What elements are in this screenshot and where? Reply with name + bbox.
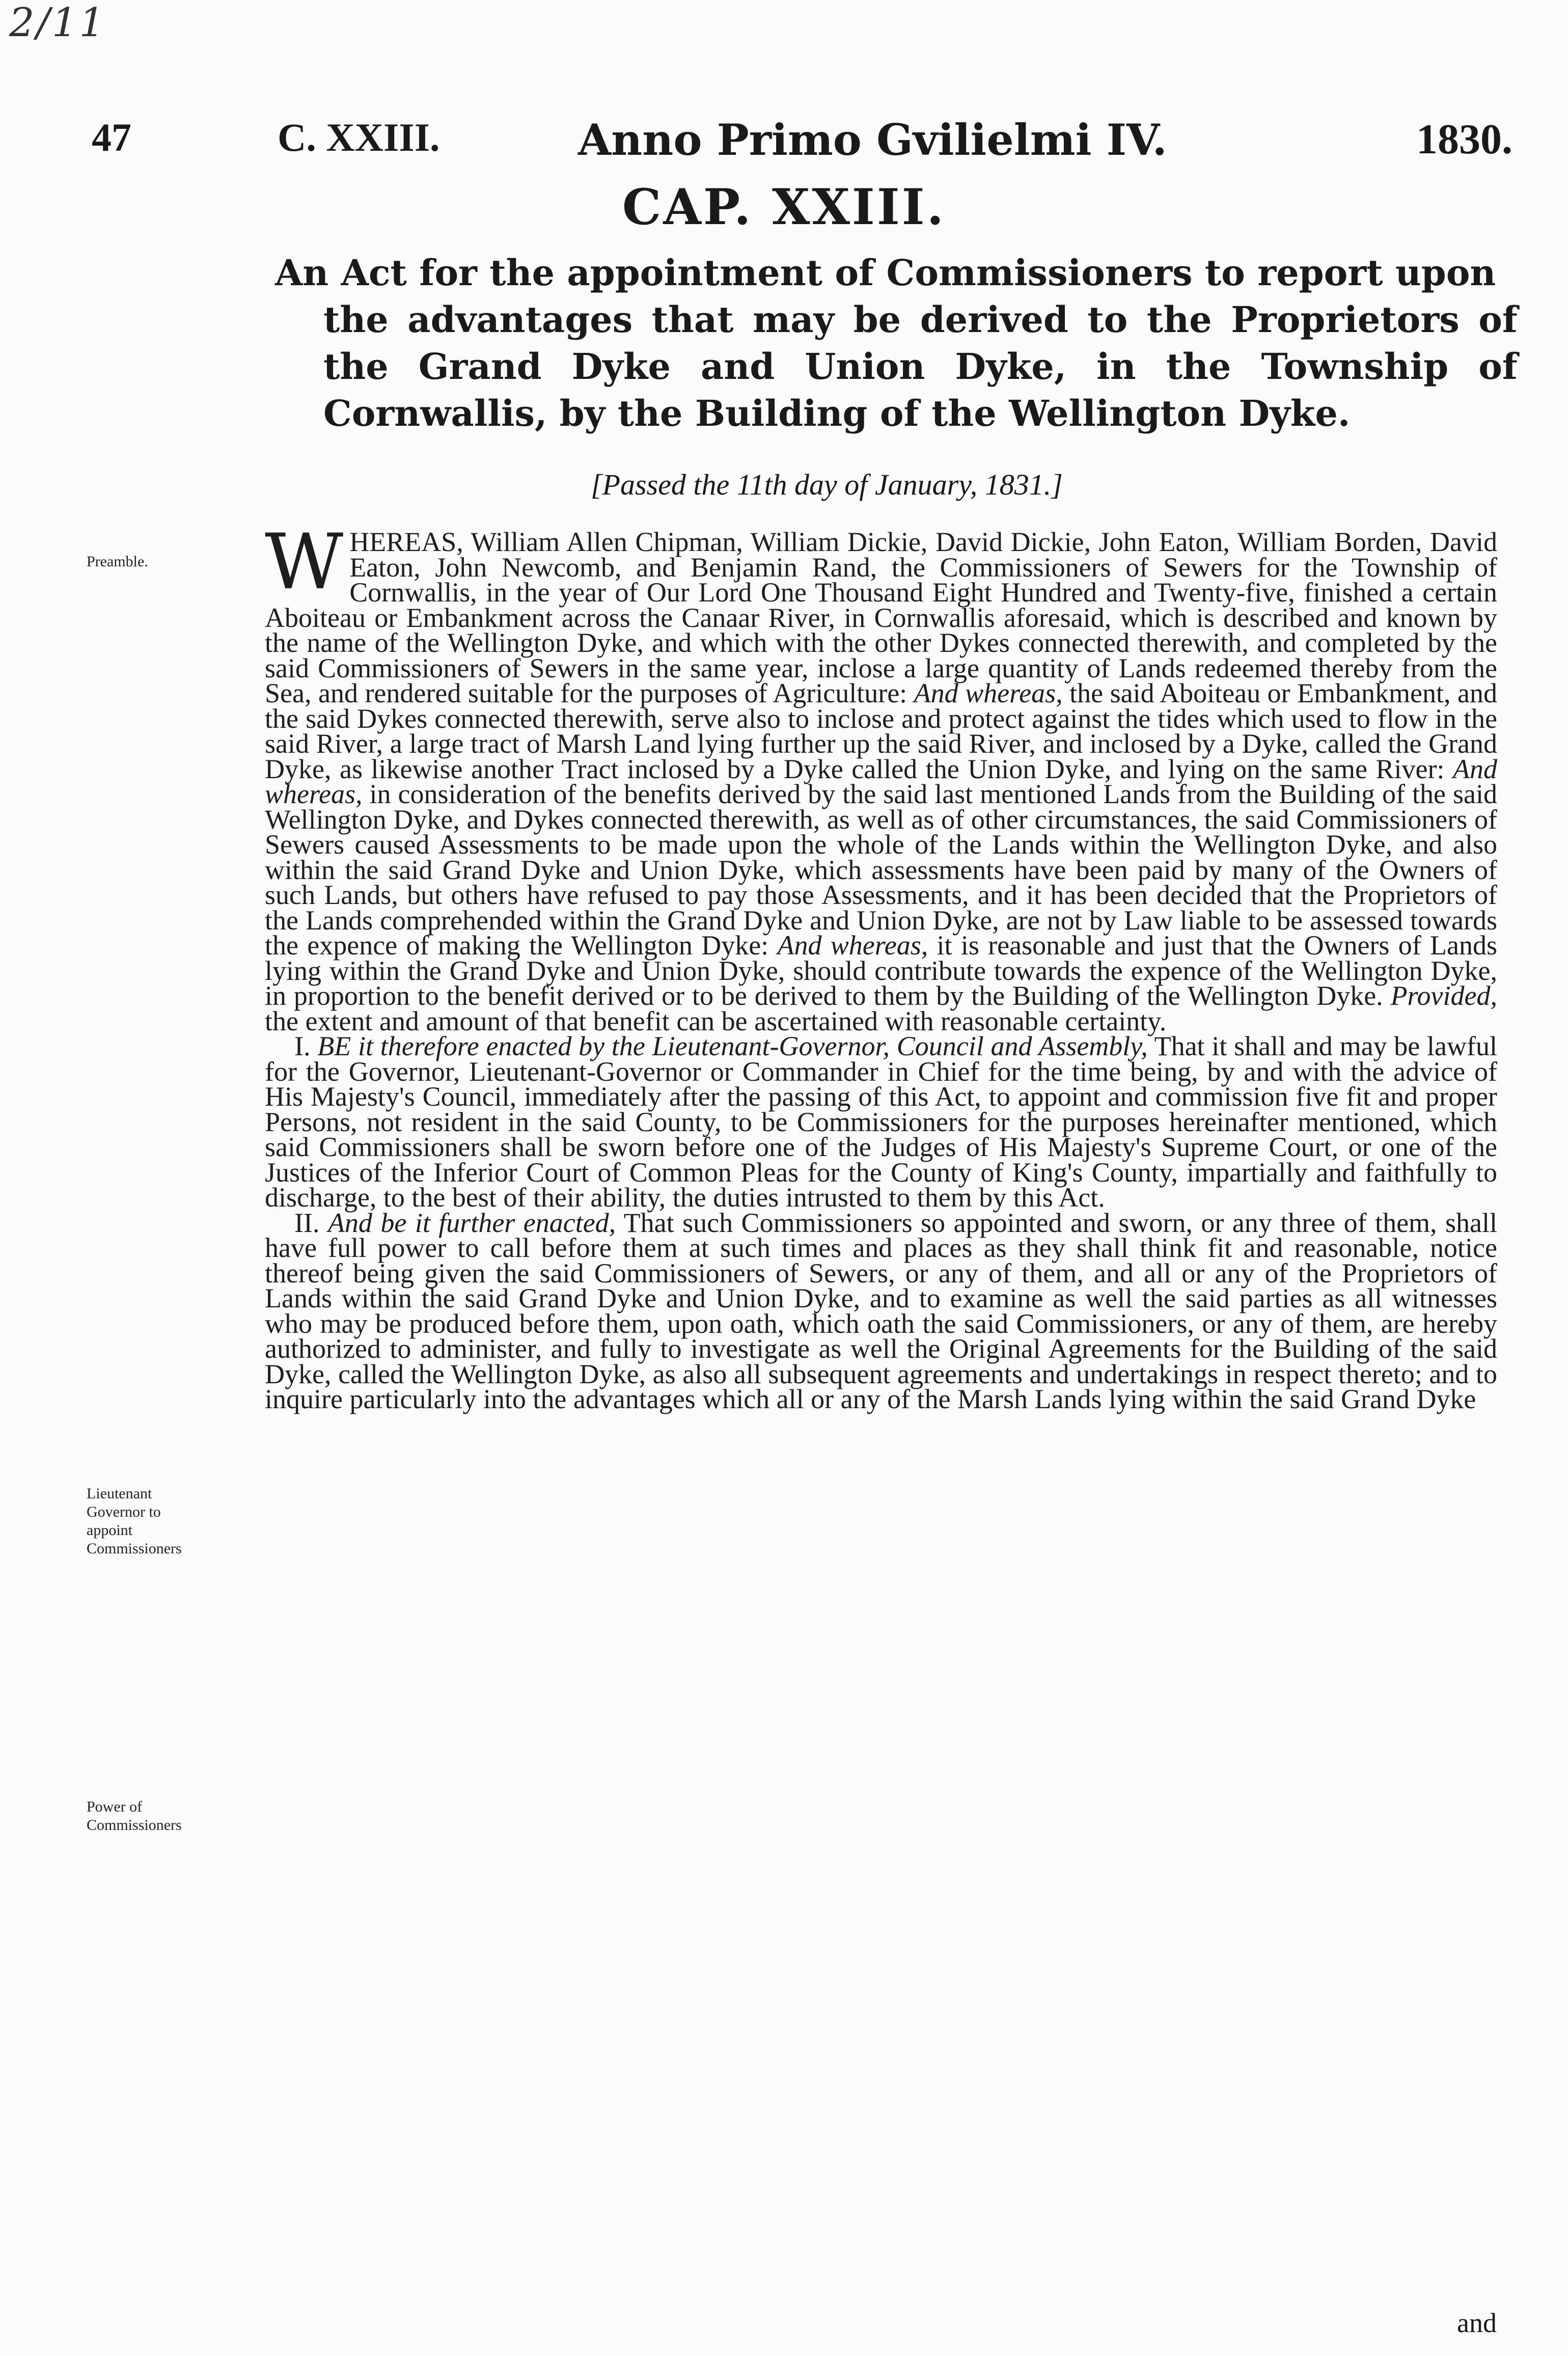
preamble-text-d: it is reasonable and just that the Owners of Lands lying within the Grand Dyke and Union Dyke, should contribute towards the expence of the Wellington Dyke, in proportion to the benefit derived or to be derived to them by the Building of the Wellington Dyke. — [265, 930, 1497, 1011]
section-1-text: That it shall and may be lawful for the Governor, Lieutenant-Governor or Commander in Chief for the time being, by and with the advice of His Majesty's Council, immediately after the passing of this Act, to appoint and commission five fit and proper Persons, not resident in the said County, to be Commissioners for the purposes hereinafter mentioned, which said Commissioners shall be sworn before one of the Judges of His Majesty's Supreme Court, or one of the Justices of the Inferior Court of Common Pleas for the County of King's County, impartially and faithfully to discharge, to the best of their ability, the duties intrusted to them by this Act. — [265, 1031, 1497, 1213]
preamble-text-c: in consideration of the benefits derived by the said last mentioned Lands from the Building of the said Wellington Dyke, and Dykes connected therewith, as well as of other circumstances, the said Commissioners of Sewers caused Assessments to be made upon the whole of the Lands within the Wellington Dyke, and also within the said Grand Dyke and Union Dyke, which assessments have been paid by many of the Owners of such Lands, but others have refused to pay those Assessments, and it has been decided that the Proprietors of the Lands comprehended within the Grand Dyke and Union Dyke, are not by Law liable to be assessed towards the expence of making the Wellington Dyke: — [265, 779, 1497, 961]
preamble-opening: HEREAS, — [349, 527, 463, 557]
margin-note-section2: Power of Commissioners — [87, 1798, 182, 1833]
section-1 — [265, 1031, 1497, 1213]
catchword: and — [1457, 2308, 1497, 2338]
whereas-2: And whereas, — [265, 753, 1497, 809]
year: 1830. — [1416, 116, 1512, 163]
act-title-rest: the advantages that may be derived to the Proprietors of the Grand Dyke and Union Dyke, in the Township of Cornwallis, by the Building of the Wellington Dyke. — [323, 298, 1518, 434]
section-2 — [265, 1207, 1497, 1414]
running-head — [69, 115, 1512, 171]
section-2-enacting: And be it further enacted, — [327, 1207, 616, 1238]
regnal-title: Anno Primo Gvilielmi IV. — [578, 115, 1167, 165]
page-number: 47 — [92, 115, 131, 159]
whereas-3: And whereas, — [777, 930, 928, 961]
margin-note-preamble: Preamble. — [87, 553, 148, 570]
provided: Provided, — [1390, 980, 1497, 1011]
cap-heading: CAP. XXIII. — [622, 178, 946, 236]
chapter-number: C. XXIII. — [278, 115, 440, 159]
act-title — [275, 250, 1518, 437]
body-text — [265, 518, 1498, 1414]
section-1-number: I. — [294, 1031, 311, 1061]
section-1-enacting: BE it therefore enacted by the Lieutenant-Governor, Council and Assembly, — [317, 1031, 1148, 1061]
margin-note-section1: Lieutenant Governor to appoint Commissioners — [87, 1485, 182, 1557]
passed-date: [Passed the 11th day of January, 1831.] — [591, 468, 1063, 501]
act-title-line1: An Act for the appointment of Commissioners to report upon — [275, 252, 1496, 294]
section-2-number: II. — [294, 1207, 320, 1238]
folio-mark: 2/11 — [9, 0, 107, 46]
whereas-1: And whereas, — [914, 678, 1063, 708]
preamble-paragraph — [265, 518, 1498, 1036]
drop-cap: W — [265, 518, 344, 607]
preamble-text-e: the extent and amount of that benefit can be ascertained with reasonable certainty. — [265, 1005, 1167, 1036]
preamble-text-b: the said Aboiteau or Embankment, and the said Dykes connected therewith, serve also to inclose and protect against the tides which used to flow in the said River, a large tract of Marsh Land lying further up the said River, and inclosed by a Dyke, called the Grand Dyke, as likewise another Tract inclosed by a Dyke called the Union Dyke, and lying on the same River: — [265, 678, 1498, 784]
section-2-text: That such Commissioners so appointed and sworn, or any three of them, shall have full power to call before them at such times and places as they shall think fit and reasonable, notice thereof being given the said Commissioners of Sewers, or any of them, and all or any of the Proprietors of Lands within the said Grand Dyke and Union Dyke, and to examine as well the said parties as all witnesses who may be produced before them, upon oath, which oath the said Commissioners, or any of them, are hereby authorized to administer, and fully to investigate as well the Original Agreements for the Building of the said Dyke, called the Wellington Dyke, as also all subsequent agreements and undertakings in respect thereto; and to inquire particularly into the advantages which all or any of the Marsh Lands lying within the said Grand Dyke — [265, 1207, 1497, 1414]
preamble-text-a: William Allen Chipman, William Dickie, David Dickie, John Eaton, William Borden, David Eaton, John Newcomb, and Benjamin Rand, the Commissioners of Sewers for the Township of Cornwallis, in the year of Our Lord One Thousand Eight Hundred and Twenty-five, finished a certain Aboiteau or Embankment across the Canaar River, in Cornwallis aforesaid, which is described and known by the name of the Wellington Dyke, and which with the other Dykes connected therewith, and completed by the said Commissioners of Sewers in the same year, inclose a large quantity of Lands redeemed thereby from the Sea, and rendered suitable for the purposes of Agriculture: — [265, 527, 1497, 708]
